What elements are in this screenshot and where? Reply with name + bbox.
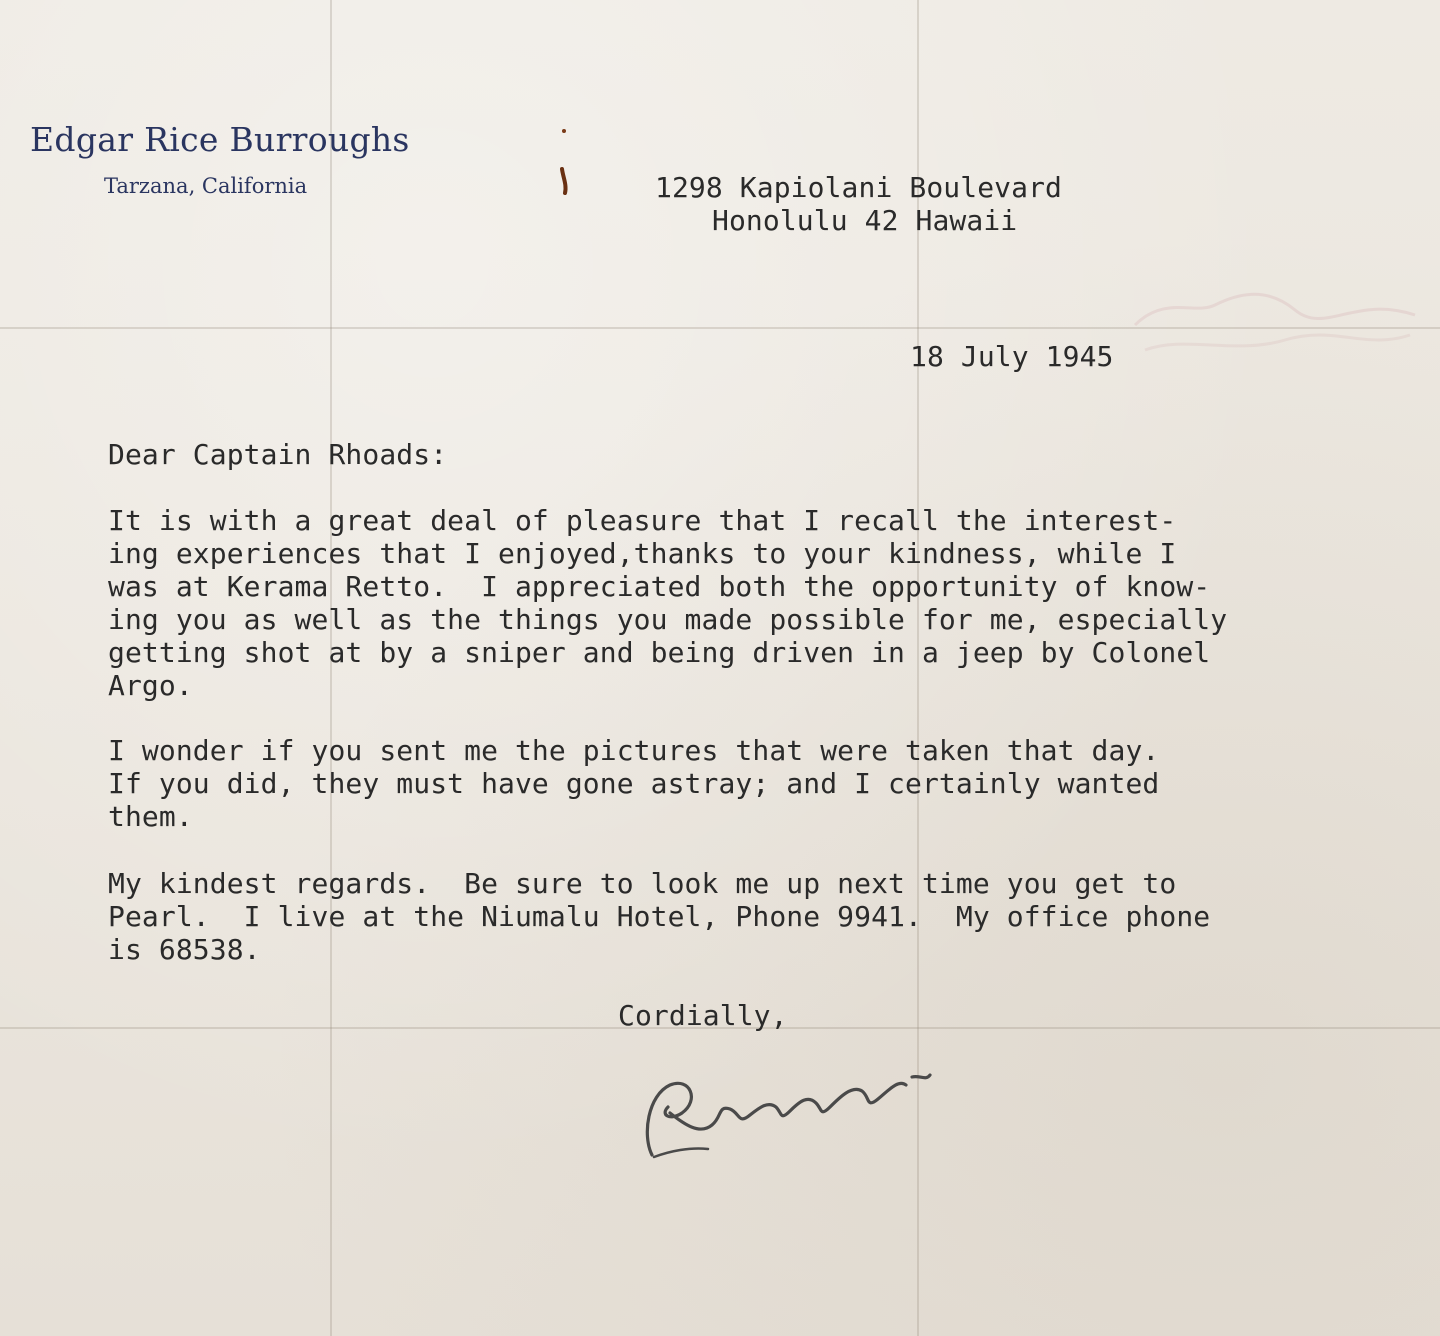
ink-spot-mark [555, 125, 577, 205]
paragraph-line: Pearl. I live at the Niumalu Hotel, Phone 9941. My office phone [108, 900, 1211, 933]
paragraph-line: I wonder if you sent me the pictures that were taken that day. [108, 734, 1160, 767]
handwritten-signature [630, 1055, 950, 1175]
faint-stamp-mark [1125, 255, 1425, 385]
paragraph-line: My kindest regards. Be sure to look me up next time you get to [108, 867, 1177, 900]
paragraph-line: If you did, they must have gone astray; and I certainly wanted [108, 767, 1160, 800]
paragraph-line: It is with a great deal of pleasure that I recall the interest- [108, 504, 1177, 537]
body-paragraph-2 [108, 734, 1159, 833]
letterhead-place: Tarzana, California [104, 174, 308, 198]
address-line-2: Honolulu 42 Hawaii [712, 204, 1018, 237]
salutation: Dear Captain Rhoads: [108, 438, 448, 471]
body-paragraph-1 [108, 504, 1227, 702]
paragraph-line: ing experiences that I enjoyed,thanks to your kindness, while I [108, 537, 1177, 570]
paragraph-line: getting shot at by a sniper and being driven in a jeep by Colonel [108, 636, 1211, 669]
paragraph-line: Argo. [108, 669, 193, 702]
paragraph-line: was at Kerama Retto. I appreciated both the opportunity of know- [108, 570, 1211, 603]
sender-address [655, 171, 1062, 237]
paragraph-line: ing you as well as the things you made possible for me, especially [108, 603, 1228, 636]
address-line-1: 1298 Kapiolani Boulevard [655, 171, 1062, 204]
body-paragraph-3 [108, 867, 1210, 966]
letter-date: 18 July 1945 [910, 340, 1114, 373]
closing: Cordially, [618, 999, 788, 1032]
paragraph-line: them. [108, 800, 193, 833]
letterhead [30, 120, 410, 198]
letterhead-name: Edgar Rice Burroughs [30, 120, 410, 159]
paragraph-line: is 68538. [108, 933, 261, 966]
